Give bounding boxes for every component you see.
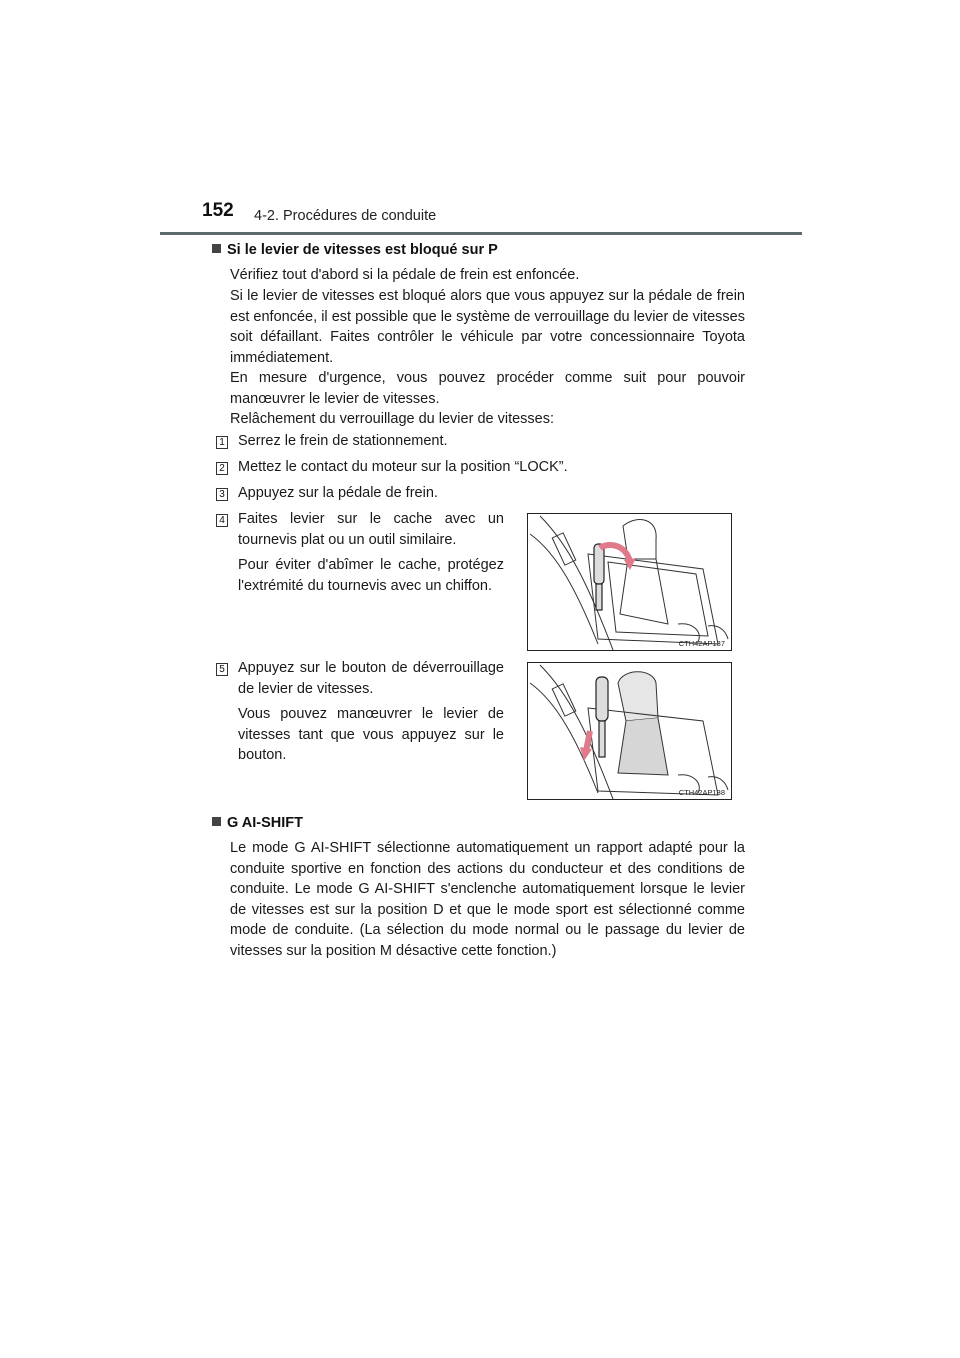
chapter-title: 4-2. Procédures de conduite [254, 208, 437, 224]
step-text-5: Appuyez sur le bouton de déverrouillage de levier de vitesses. [238, 660, 504, 697]
shift-lever-cover-drawing [528, 514, 732, 651]
intro-paragraph-3: En mesure d'urgence, vous pouvez procéder comme suit pour pouvoir manœuvrer le levier de vitesses. [230, 370, 745, 407]
intro-paragraph-2: Si le levier de vitesses est bloqué alors que vous appuyez sur la pédale de frein est enfoncée, il est possible que le système de verrouillage du levier de vitesses soit défaillant. Faites contrôler le véhicule par votre concessionnaire Toyota immédiatement. [230, 288, 745, 366]
step-text-1: Serrez le frein de stationnement. [238, 433, 448, 449]
step-text-4: Faites levier sur le cache avec un tournevis plat ou un outil similaire. [238, 511, 504, 548]
step-number-4: 4 [216, 514, 228, 527]
step-text-3: Appuyez sur la pédale de frein. [238, 485, 438, 501]
section-heading-shift-lock [212, 242, 498, 258]
release-title: Relâchement du verrouillage du levier de vitesses: [230, 411, 555, 427]
section-heading-ai-shift [212, 815, 303, 831]
illustration-pry-cover [527, 513, 732, 651]
illustration-release-button [527, 662, 732, 800]
section-heading-text: G AI-SHIFT [227, 815, 303, 831]
intro-paragraph-1: Vérifiez tout d'abord si la pédale de frein est enfoncée. [230, 267, 580, 283]
ai-shift-paragraph: Le mode G AI-SHIFT sélectionne automatiquement un rapport adapté pour la conduite sportive en fonction des actions du conducteur et des conditions de conduite. Le mode G AI-SHIFT s'enclenche automatiquement lorsque le levier de vitesses est sur la position D et que le mode sport est sélectionné comme mode de conduite. (La sélection du mode normal ou le passage du levier de vitesses sur la position M désactive cette fonction.) [230, 840, 745, 959]
step-number-3: 3 [216, 488, 228, 501]
step-note-4: Pour éviter d'abîmer le cache, protégez l'extrémité du tournevis avec un chiffon. [238, 557, 504, 594]
step-number-2: 2 [216, 462, 228, 475]
step-text-2: Mettez le contact du moteur sur la position “LOCK”. [238, 459, 568, 475]
square-bullet-icon [212, 244, 221, 253]
page-number: 152 [202, 200, 234, 221]
shift-lever-button-drawing [528, 663, 732, 800]
step-number-5: 5 [216, 663, 228, 676]
step-note-5: Vous pouvez manœuvrer le levier de vitesses tant que vous appuyez sur le bouton. [238, 706, 504, 763]
figure-code-2: CTH42AP138 [678, 788, 725, 797]
section-heading-text: Si le levier de vitesses est bloqué sur P [227, 242, 498, 258]
step-number-1: 1 [216, 436, 228, 449]
square-bullet-icon [212, 817, 221, 826]
figure-code-1: CTH42AP137 [678, 639, 725, 648]
header-rule [160, 232, 802, 235]
